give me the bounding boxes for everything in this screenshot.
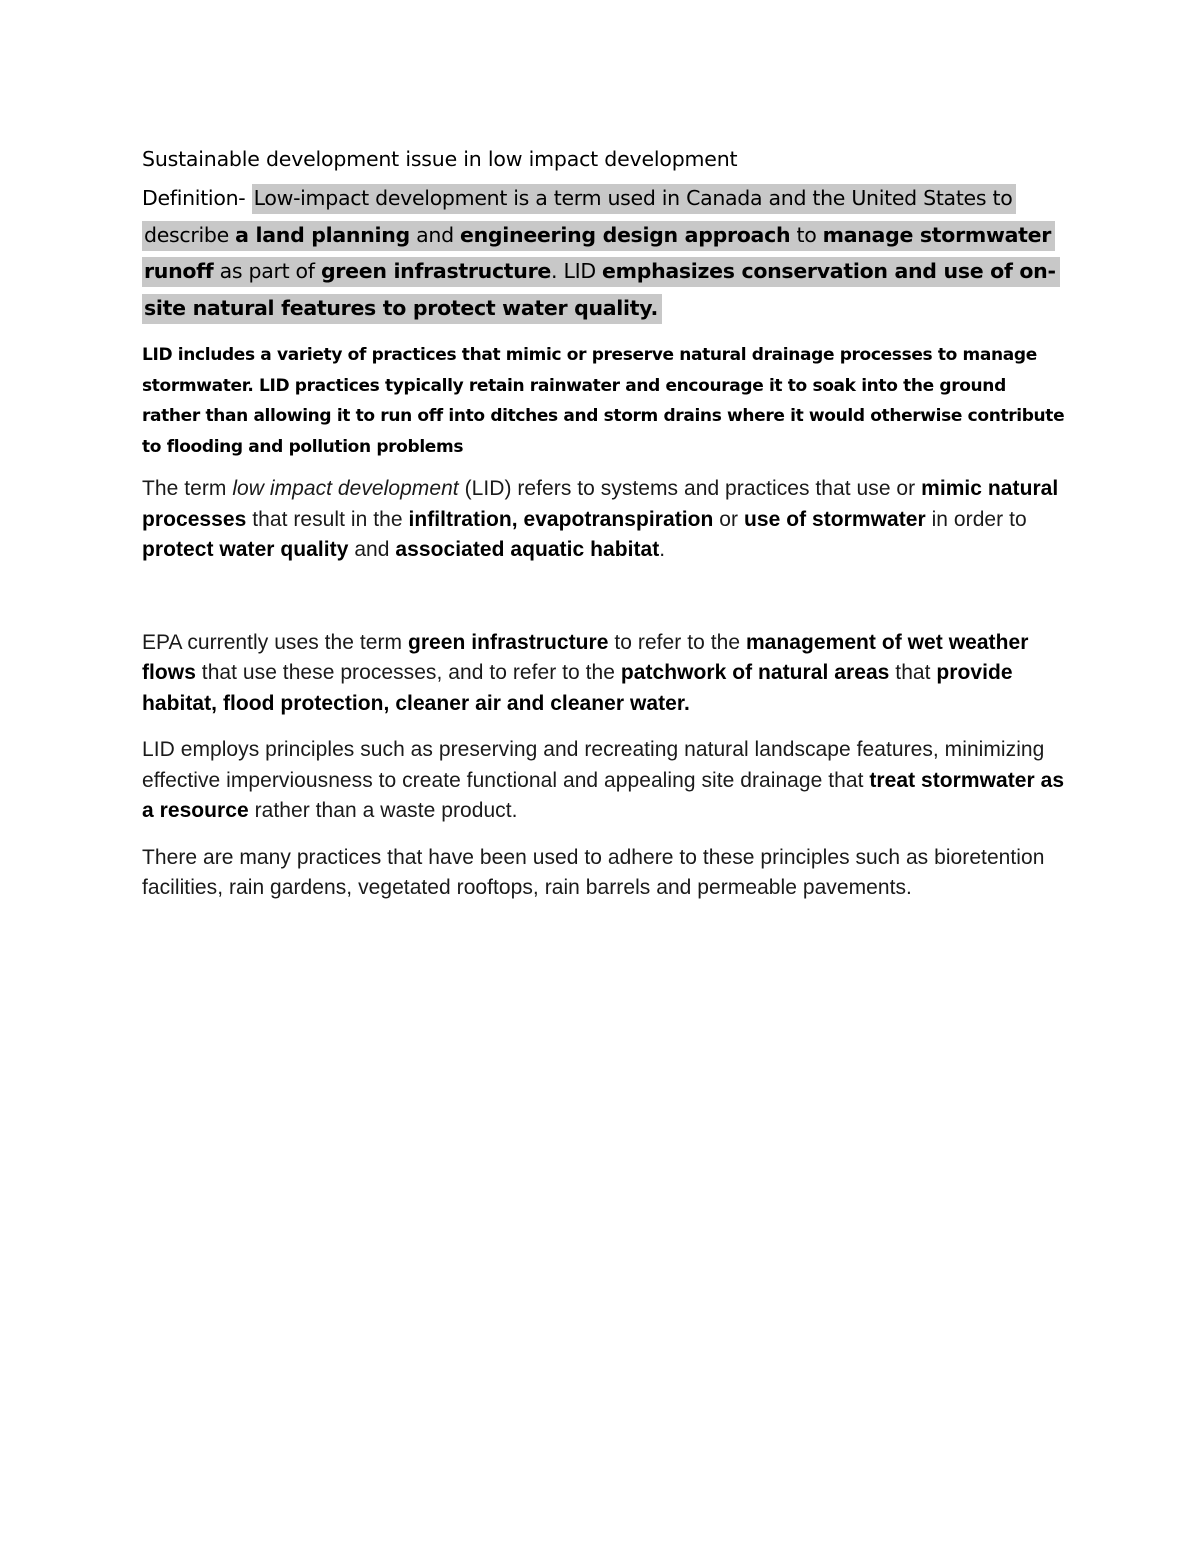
term-text: . xyxy=(659,538,666,561)
lid-includes-bold-text: mimic or preserve natural drainage xyxy=(505,345,835,365)
definition-text: Low-impact development is a term used in Canada and the United States to describe xyxy=(144,186,1013,247)
epa-text: EPA currently uses the term xyxy=(142,630,408,654)
epa-text: to refer to the xyxy=(608,630,746,654)
principles-bold-text: treat stormwater as a resource xyxy=(142,768,1065,822)
term-bold-text: use of stormwater xyxy=(743,507,926,531)
definition-bold-text: engineering design approach xyxy=(460,222,791,247)
epa-bold-text: provide habitat, flood protection, cleaner air and cleaner water. xyxy=(142,661,1013,715)
definition-text: . LID xyxy=(551,259,603,283)
epa-bold-text: management of wet weather flows xyxy=(142,630,1029,684)
practices-paragraph xyxy=(142,843,1067,904)
definition-highlight xyxy=(142,184,1060,324)
definition-label: Definition- xyxy=(142,186,252,210)
term-text: (LID) refers to systems and practices that use or xyxy=(458,477,922,500)
lid-includes-text: LID includes a xyxy=(142,345,278,365)
lid-includes-text: . LID practices typically retain rainwater and encourage it to soak into the ground rather than allowing it to run off into ditches and storm drains where it would otherwise contribute to xyxy=(142,375,1065,457)
lid-includes-paragraph xyxy=(142,340,1067,462)
principles-text: LID employs principles such as preserving and recreating natural landscape features, minimizing effective imperviousness to create functional and appealing site drainage that xyxy=(142,738,1045,792)
document-body xyxy=(142,140,1067,904)
epa-text: that xyxy=(889,661,937,684)
definition-bold-text: manage stormwater runoff xyxy=(144,222,1052,283)
definition-text: and xyxy=(409,222,461,247)
term-text: and xyxy=(348,538,396,561)
definition-bold-text: emphasizes conservation and use of on-site natural features to protect water quality. xyxy=(144,259,1056,320)
document-title: Sustainable development issue in low impact development xyxy=(142,147,738,171)
lid-includes-bold-text: manage stormwater xyxy=(142,345,1037,396)
term-text: or xyxy=(713,507,744,531)
term-bold-text: protect water quality xyxy=(142,538,349,561)
lid-includes-text: processes to xyxy=(834,345,963,365)
epa-bold-text: patchwork of natural areas xyxy=(620,661,890,684)
principles-paragraph xyxy=(142,735,1067,827)
epa-paragraph xyxy=(142,628,1067,720)
principles-text: rather than a waste product. xyxy=(248,799,518,822)
term-italic-text: low impact development xyxy=(232,477,459,500)
definition-bold-text: a land planning xyxy=(235,222,410,247)
epa-text: that use these processes, and to refer to the xyxy=(195,661,621,684)
definition-text: as part of xyxy=(213,259,321,283)
definition-text: to xyxy=(790,222,823,247)
term-paragraph xyxy=(142,474,1067,566)
term-bold-text: mimic natural processes xyxy=(142,477,1059,531)
term-bold-text: infiltration, evapotranspiration xyxy=(408,507,714,531)
epa-bold-text: green infrastructure xyxy=(407,630,609,654)
definition-bold-text: green infrastructure xyxy=(320,259,552,283)
term-text: in order to xyxy=(925,507,1027,531)
term-bold-text: associated aquatic habitat xyxy=(395,538,660,561)
term-text: that result in the xyxy=(246,507,409,531)
lid-includes-text: that xyxy=(456,345,506,365)
lid-includes-bold-text: variety of practices xyxy=(277,345,457,365)
definition-paragraph xyxy=(142,180,1067,326)
term-text: The term xyxy=(142,477,233,500)
practices-text: There are many practices that have been used to adhere to these principles such as bioretention facilities, rain gardens, vegetated rooftops, rain barrels and permeable pavements. xyxy=(142,845,1045,899)
lid-includes-bold-text: flooding and pollution problems xyxy=(166,436,464,457)
